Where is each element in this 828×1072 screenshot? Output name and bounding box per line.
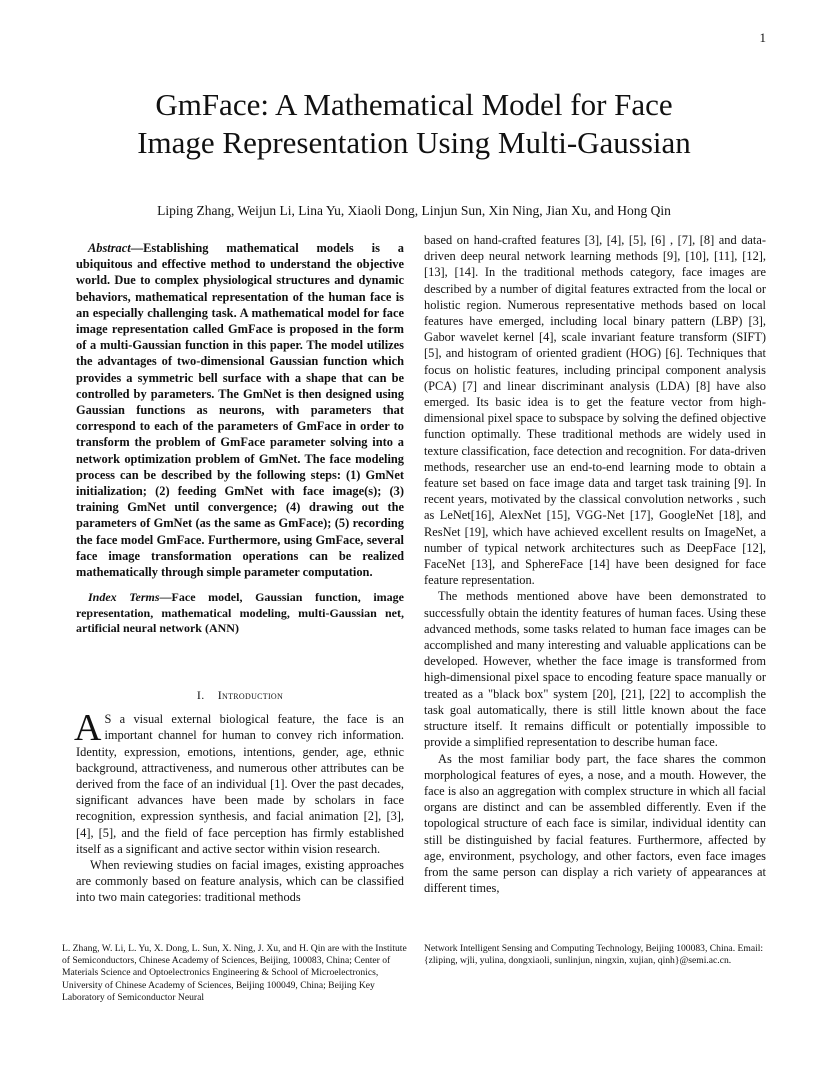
- section-heading: [76, 687, 404, 703]
- abstract: [76, 240, 404, 580]
- abstract-text: —Establishing mathematical models is a ubiquitous and effective method to understand the objective world. Due to complex physiological structures and dynamic behaviors, mathematical representation of the human face is an especially challenging task. A mathematical model for face image representation called GmFace is proposed in the form of a multi-Gaussian function in this paper. The model utilizes the advantages of two-dimensional Gaussian function which provides a symmetric bell surface with a shape that can be controlled by parameters. The GmNet is then designed using Gaussian functions as neurons, with parameters that correspond to each of the parameters of GmFace in order to transform the problem of GmFace parameter solving into a network optimization problem of GmNet. The face modeling process can be described by the following steps: (1) GmNet initialization; (2) feeding GmNet with face image(s); (3) training GmNet until convergence; (4) drawing out the parameters of GmNet (as the same as GmFace); (5) recording the face model GmFace. Furthermore, using GmFace, several face image transformation operations can be realized mathematically through simple parameter computation.: [76, 241, 404, 580]
- right-paragraph-2: The methods mentioned above have been demonstrated to successfully obtain the identity features of human faces. Using these advanced methods, some tasks related to human face images can be accomplished and many interesting and valuable applications can be developed. However, whether the face image is transformed from high-dimensional pixel space to encoding feature space manually or treated as a "black box" system [20], [21], [22] to accomplish the task goal automatically, there is still little known about the face structure itself. It remains difficult or potentially impossible to provide a simplified representation to describe human face.: [424, 589, 766, 750]
- paper-title: [0, 86, 828, 162]
- intro-paragraph-1-text: S a visual external biological feature, the face is an important channel for human to convey rich information. Identity, expression, emotions, intentions, gender, age, ethnic background, attractiveness, and numerous other attributes can be derived from the face of an individual [1]. Over the past decades, significant advances have been made by scholars in face recognition, expression synthesis, and facial animation [2], [3], [4], [5], and the field of face perception has firmly established itself as a significant and active sector within vision research.: [76, 712, 404, 856]
- left-column: [76, 240, 404, 906]
- author-list: Liping Zhang, Weijun Li, Lina Yu, Xiaoli Dong, Linjun Sun, Xin Ning, Jian Xu, and Hong Qin: [157, 203, 671, 218]
- intro-paragraph-2: When reviewing studies on facial images, existing approaches are commonly based on feature analysis, which can be classified into two main categories: traditional methods: [76, 858, 404, 905]
- index-terms-label: Index Terms: [88, 590, 160, 605]
- page-number: 1: [759, 30, 766, 45]
- affiliation-footnote-left: L. Zhang, W. Li, L. Yu, X. Dong, L. Sun, X. Ning, J. Xu, and H. Qin are with the Institute of Semiconductors, Chinese Academy of Sciences, Beijing, 100083, China; Center of Materials Science and Optoelectronics Engineering & School of Microelectronics, University of Chinese Academy of Sciences, Beijing 100049, China; Beijing Key Laboratory of Semiconductor Neural: [62, 943, 407, 1003]
- section-title: Introduction: [217, 688, 284, 703]
- intro-paragraph-1: [74, 707, 404, 857]
- right-paragraph-3: As the most familiar body part, the face shares the common morphological features of eyes, a nose, and a mouth. However, the face is also an aggregation with complex structure in which all facial organs are distinct and can be assembled differently. Even if the topological structure of each face is similar, individual identity can still be distinguished by facial features. Furthermore, affected by age, environment, psychology, and other factors, even face images from the same person can display a rich variety of appearances at different times,: [424, 751, 766, 896]
- affiliation-footnote-right: Network Intelligent Sensing and Computing Technology, Beijing 100083, China. Email: {zliping, wjli, yulina, dongxiaoli, sunlinjun, ningxin, xujian, qinh}@semi.ac.cn.: [424, 943, 764, 967]
- paper-title-line-2: Image Representation Using Multi-Gaussian: [137, 125, 691, 160]
- abstract-label: Abstract: [88, 241, 131, 255]
- right-column: [424, 232, 766, 896]
- index-terms: [76, 590, 404, 637]
- paper-title-line-1: GmFace: A Mathematical Model for Face: [155, 87, 673, 122]
- index-terms-text: —Face model, Gaussian function, image representation, mathematical modeling, multi-Gaussian net, artificial neural network (ANN): [76, 590, 405, 636]
- drop-cap: A: [74, 707, 102, 750]
- section-number: I.: [196, 688, 205, 703]
- right-paragraph-1: based on hand-crafted features [3], [4], [5], [6] , [7], [8] and data-driven deep neural network learning methods [9], [10], [11], [12], [13], [14]. In the traditional methods category, face images are described by a number of digital features extracted from the local or holistic region. Numerous representative methods based on local features have emerged, including local binary pattern (LBP) [3], Gabor wavelet kernel [4], scale invariant feature transform (SIFT) [5], and histogram of oriented gradient (HOG) [6]. Techniques that focus on holistic features, including principal component analysis (PCA) [7] and linear discriminant analysis (LDA) [8] have also emerged. Its basic idea is to get the feature vector from high-dimensional pixel space to subspace by solving the defined objective function optimally. These traditional methods are widely used in texture classification, face detection and recognition. For data-driven methods, researcher use an end-to-end learning mode to obtain a feature set based on face image data and target task training [9]. In recent years, motivated by the classical convolution networks , such as LeNet[16], AlexNet [15], VGG-Net [17], GoogleNet [18], and ResNet [19], which have achieved excellent results on ImageNet, a number of typical network architectures such as DeepFace [12], FaceNet [13], and SphereFace [14] have been designed for face feature representation.: [424, 233, 766, 588]
